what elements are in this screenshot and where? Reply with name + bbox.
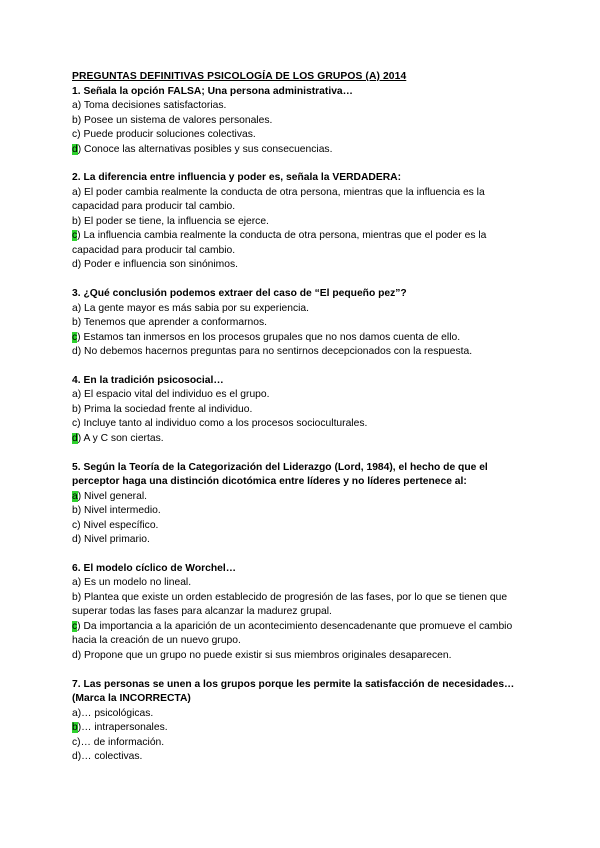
answer-letter: d bbox=[72, 259, 78, 271]
answer-option bbox=[72, 302, 532, 317]
answer-option bbox=[72, 258, 532, 273]
answer-option bbox=[72, 331, 532, 346]
answer-text: ) Incluye tanto al individuo como a los procesos socioculturales. bbox=[77, 418, 368, 430]
answer-letter: a bbox=[72, 100, 78, 111]
answer-option bbox=[72, 128, 532, 143]
answer-text: ) El poder se tiene, la influencia se ejerce. bbox=[77, 215, 269, 227]
answer-option bbox=[72, 417, 532, 432]
answer-option bbox=[72, 403, 532, 418]
question-2 bbox=[72, 171, 532, 273]
highlighted-answer-letter: c bbox=[72, 331, 78, 343]
answer-option bbox=[72, 576, 532, 591]
question-text: 3. ¿Qué conclusión podemos extraer del caso de “El pequeño pez”? bbox=[72, 288, 407, 300]
question-7 bbox=[72, 678, 532, 765]
answer-letter: b bbox=[72, 215, 78, 227]
question-text: 5. Según la Teoría de la Categorización del Liderazgo (Lord, 1984), el hecho de que el perceptor haga una distinción dicotómica entre líderes y no líderes pertenece al: bbox=[72, 461, 488, 488]
answer-text: ) Puede producir soluciones colectivas. bbox=[77, 129, 256, 140]
answer-text: ) El espacio vital del individuo es el grupo. bbox=[77, 389, 270, 401]
question-text: 2. La diferencia entre influencia y poder es, señala la VERDADERA: bbox=[72, 172, 402, 184]
answer-text: )… de información. bbox=[77, 736, 165, 748]
answer-option bbox=[72, 316, 532, 331]
answer-text: ) Conoce las alternativas posibles y sus consecuencias. bbox=[77, 143, 333, 155]
answer-option bbox=[72, 649, 532, 664]
answer-option bbox=[72, 215, 532, 230]
answer-option bbox=[72, 620, 532, 649]
answer-text: ) La influencia cambia realmente la conducta de otra persona, mientras que el poder es la capacidad para producir tal cambio. bbox=[72, 230, 487, 256]
answer-text: )… psicológicas. bbox=[77, 707, 154, 719]
answer-option bbox=[72, 591, 532, 620]
answer-text: ) Estamos tan inmersos en los procesos grupales que no nos damos cuenta de ello. bbox=[77, 331, 461, 343]
answer-letter: b bbox=[72, 317, 78, 329]
answer-option bbox=[72, 114, 532, 129]
answer-letter: c bbox=[72, 418, 78, 430]
answer-option bbox=[72, 707, 532, 722]
answer-text: ) Da importancia a la aparición de un acontecimiento desencadenante que promueve el cambio hacia la creación de un nuevo grupo. bbox=[72, 620, 513, 647]
highlighted-answer-letter: d bbox=[72, 432, 78, 444]
answer-letter: d bbox=[72, 751, 78, 763]
question-text: 1. Señala la opción FALSA; Una persona administrativa… bbox=[72, 85, 353, 97]
answer-text: ) Posee un sistema de valores personales. bbox=[77, 114, 273, 126]
highlighted-answer-letter: b bbox=[72, 722, 78, 734]
answer-option bbox=[72, 229, 532, 258]
answer-option bbox=[72, 388, 532, 403]
highlighted-answer-letter: d bbox=[72, 143, 78, 155]
answer-text: ) La gente mayor es más sabia por su experiencia. bbox=[77, 302, 309, 314]
answer-letter: d bbox=[72, 346, 78, 358]
answer-text: ) Nivel intermedio. bbox=[77, 505, 161, 517]
answer-text: ) A y C son ciertas. bbox=[77, 432, 164, 444]
answer-text: ) El poder cambia realmente la conducta de otra persona, mientras que la influencia es la capacidad para producir tal cambio. bbox=[72, 186, 485, 213]
answer-option bbox=[72, 519, 532, 534]
question-1 bbox=[72, 85, 532, 158]
highlighted-answer-letter: c bbox=[72, 620, 78, 632]
question-5 bbox=[72, 461, 532, 548]
answer-text: ) Prima la sociedad frente al individuo. bbox=[77, 403, 253, 415]
question-text: 7. Las personas se unen a los grupos porque les permite la satisfacción de necesidades… (Marca la INCORRECTA) bbox=[72, 678, 515, 705]
answer-letter: a bbox=[72, 186, 78, 198]
answer-letter: c bbox=[72, 129, 78, 140]
answer-letter: c bbox=[72, 519, 78, 531]
answer-text: ) No debemos hacernos preguntas para no sentirnos decepcionados con la respuesta. bbox=[77, 346, 473, 358]
answer-text: ) Tenemos que aprender a conformarnos. bbox=[77, 317, 267, 329]
question-list bbox=[72, 85, 532, 765]
question-3 bbox=[72, 287, 532, 360]
answer-letter: b bbox=[72, 591, 78, 603]
answer-text: ) Nivel primario. bbox=[77, 534, 150, 546]
answer-letter: d bbox=[72, 534, 78, 546]
answer-option bbox=[72, 750, 532, 765]
answer-text: ) Poder e influencia son sinónimos. bbox=[77, 259, 238, 271]
answer-text: ) Nivel general. bbox=[77, 490, 147, 502]
answer-letter: a bbox=[72, 707, 78, 719]
highlighted-answer-letter: a bbox=[72, 490, 78, 502]
answer-text: ) Es un modelo no lineal. bbox=[77, 577, 192, 589]
answer-option bbox=[72, 721, 532, 736]
answer-option bbox=[72, 490, 532, 505]
answer-option bbox=[72, 533, 532, 548]
answer-letter: b bbox=[72, 114, 78, 126]
question-text: 6. El modelo cíclico de Worchel… bbox=[72, 562, 237, 574]
answer-letter: b bbox=[72, 403, 78, 415]
answer-option bbox=[72, 345, 532, 360]
answer-text: ) Propone que un grupo no puede existir si sus miembros originales desaparecen. bbox=[77, 649, 452, 661]
answer-option bbox=[72, 143, 532, 158]
answer-letter: a bbox=[72, 389, 78, 401]
answer-letter: b bbox=[72, 505, 78, 517]
answer-option bbox=[72, 736, 532, 751]
answer-option bbox=[72, 99, 532, 114]
answer-option bbox=[72, 186, 532, 215]
question-6 bbox=[72, 562, 532, 664]
document-page bbox=[72, 70, 532, 779]
answer-letter: c bbox=[72, 736, 78, 748]
answer-letter: a bbox=[72, 302, 78, 314]
answer-option bbox=[72, 432, 532, 447]
answer-text: ) Plantea que existe un orden establecido de progresión de las fases, por lo que se tienen que superar todas las fases para alcanzar la madurez grupal. bbox=[72, 591, 508, 618]
question-text: 4. En la tradición psicosocial… bbox=[72, 374, 224, 386]
answer-text: )… colectivas. bbox=[77, 751, 143, 763]
answer-text: ) Toma decisiones satisfactorias. bbox=[77, 100, 227, 111]
answer-text: ) Nivel específico. bbox=[77, 519, 159, 531]
answer-text: )… intrapersonales. bbox=[77, 722, 168, 734]
answer-letter: a bbox=[72, 577, 78, 589]
answer-option bbox=[72, 504, 532, 519]
question-4 bbox=[72, 374, 532, 447]
document-title: PREGUNTAS DEFINITIVAS PSICOLOGÍA DE LOS GRUPOS (A) 2014 bbox=[72, 71, 407, 82]
answer-letter: d bbox=[72, 649, 78, 661]
highlighted-answer-letter: c bbox=[72, 230, 78, 242]
